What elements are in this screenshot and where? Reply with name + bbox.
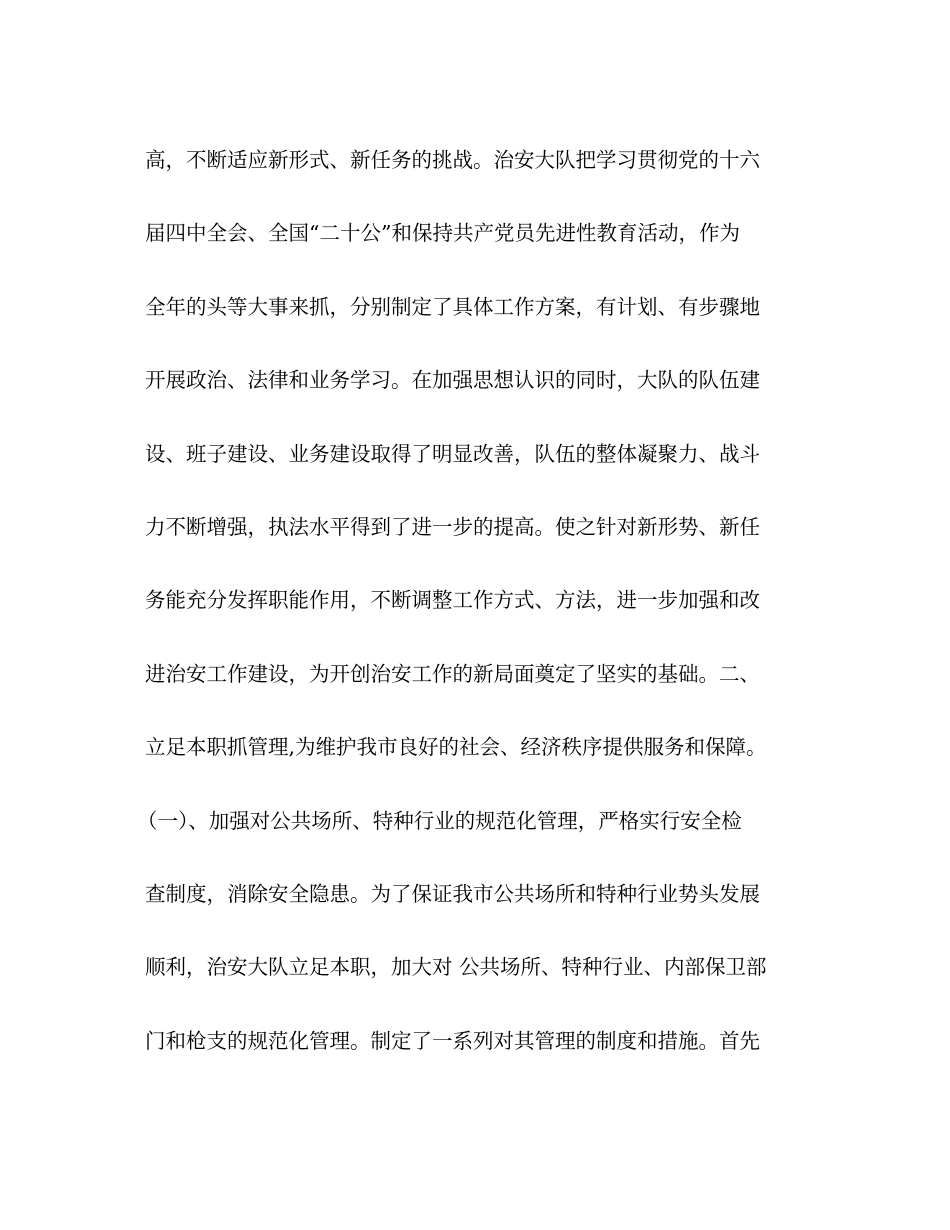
text-line-1: 高，不断适应新形式、新任务的挑战。治安大队把学习贯彻党的十六 bbox=[145, 148, 760, 172]
text-line-12: 顺利，治安大队立足本职，加大对 公共场所、特种行业、内部保卫部 bbox=[145, 955, 767, 980]
text-line-13: 门和枪支的规范化管理。制定了一系列对其管理的制度和措施。首先 bbox=[145, 1028, 760, 1053]
body-text bbox=[137, 140, 815, 1094]
text-line-4: 开展政治、法律和业务学习。在加强思想认识的同时，大队的队伍建 bbox=[145, 368, 760, 393]
text-line-11: 查制度，消除安全隐患。为了保证我市公共场所和特种行业势头发展 bbox=[145, 881, 760, 906]
text-line-6: 力不断增强，执法水平得到了进一步的提高。使之针对新形势、新任 bbox=[145, 514, 760, 539]
text-line-10: （一）、加强对公共场所、特种行业的规范化管理，严格实行安全检 bbox=[137, 808, 742, 833]
text-line-9: 立足本职抓管理,为维护我市良好的社会、经济秩序提供服务和保障。 bbox=[145, 735, 767, 760]
text-line-3: 全年的头等大事来抓，分别制定了具体工作方案，有计划、有步骤地 bbox=[145, 294, 760, 319]
text-line-7: 务能充分发挥职能作用，不断调整工作方式、方法，进一步加强和改 bbox=[145, 588, 760, 613]
text-line-5: 设、班子建设、业务建设取得了明显改善，队伍的整体凝聚力、战斗 bbox=[145, 441, 760, 466]
text-line-8: 进治安工作建设，为开创治安工作的新局面奠定了坚实的基础。二、 bbox=[145, 661, 760, 686]
text-line-2: 届四中全会、全国“二十公”和保持共产党员先进性教育活动，作为 bbox=[145, 221, 740, 246]
